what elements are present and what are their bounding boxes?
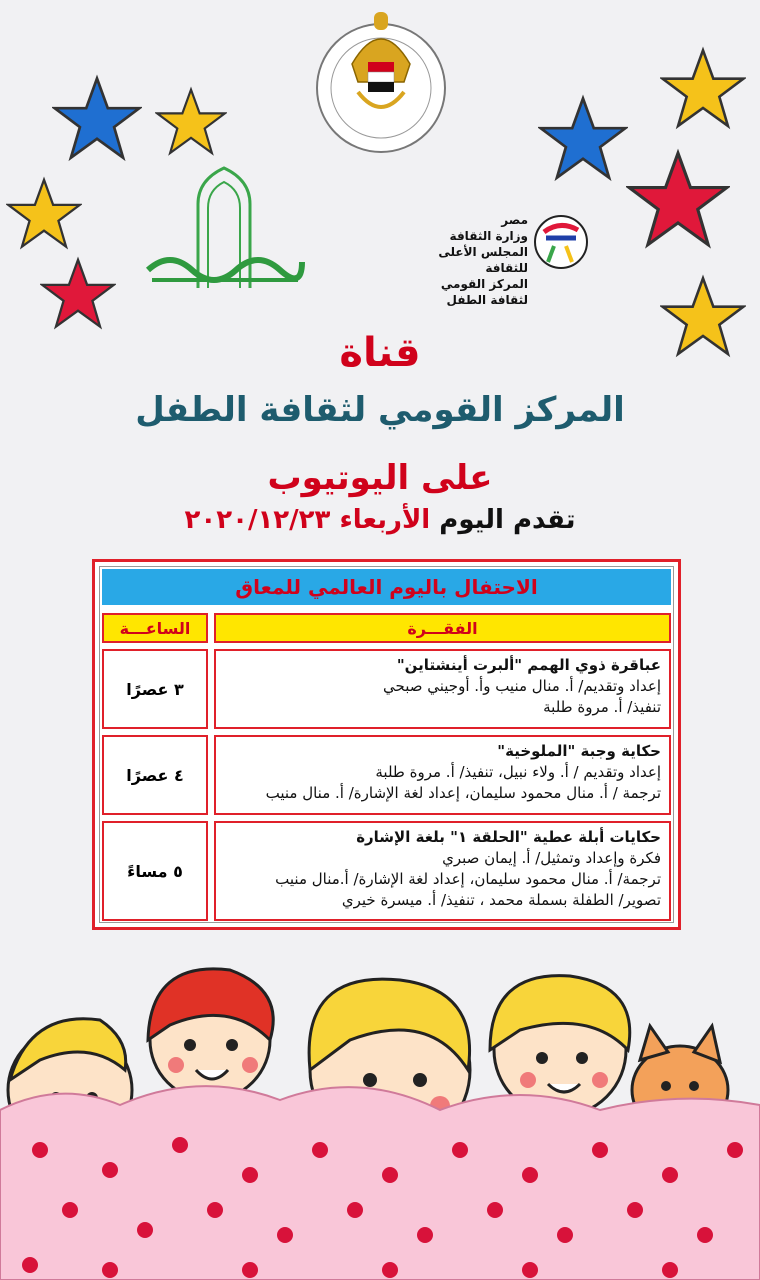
heading-channel: قناة (339, 330, 421, 376)
star-icon (626, 148, 730, 252)
logo-line: مصر (501, 213, 528, 227)
schedule-row-3-item (214, 821, 671, 921)
program-title: عباقرة ذوي الهمم "ألبرت أينشتاين" (396, 656, 661, 674)
date-line (0, 505, 760, 535)
column-header-time: الساعـــة (102, 613, 208, 643)
schedule-row-1-item (214, 649, 671, 729)
star-icon (52, 74, 142, 164)
date-value: ٢٠٢٠/١٢/٢٣ (184, 505, 331, 535)
program-title: حكاية وجبة "الملوخية" (497, 742, 661, 760)
child-girl-red-hair (148, 969, 273, 1100)
supreme-council-logo (140, 158, 308, 296)
program-credit: تنفيذ/ أ. مروة طلبة (543, 698, 661, 716)
program-credit: ترجمة / أ. منال محمود سليمان، إعداد لغة الإشارة/ أ. منال منيب (265, 784, 661, 802)
children-illustration (0, 930, 760, 1280)
schedule-row-1-time: ٣ عصرًا (102, 649, 208, 729)
program-title: حكايات أبلة عطية "الحلقة ١" بلغة الإشارة (356, 828, 661, 846)
schedule-table (92, 559, 681, 930)
child-culture-center-text (400, 212, 528, 308)
star-icon (660, 46, 746, 132)
schedule-title: الاحتفال باليوم العالمي للمعاق (102, 569, 671, 605)
logo-line: المجلس الأعلى للثقافة (438, 245, 528, 275)
date-day: الأربعاء (339, 505, 431, 535)
logo-line: المركز القومي لثقافة الطفل (440, 277, 528, 307)
schedule-row-2-item (214, 735, 671, 815)
program-credit: تصوير/ الطفلة بسملة محمد ، تنفيذ/ أ. ميسرة خيري (341, 891, 661, 909)
child-culture-center-logo (532, 202, 590, 288)
star-icon (6, 176, 82, 252)
ministry-emblem-logo (312, 4, 450, 160)
program-credit: فكرة وإعداد وتمثيل/ أ. إيمان صبري (442, 849, 661, 867)
program-credit: ترجمة/ أ. منال محمود سليمان، إعداد لغة الإشارة/ أ.منال منيب (275, 870, 661, 888)
star-icon (538, 94, 628, 184)
schedule-row-3-time: ٥ مساءً (102, 821, 208, 921)
date-intro: تقدم اليوم (439, 505, 576, 535)
heading-center-name: المركز القومي لثقافة الطفل (135, 390, 625, 430)
program-credit: إعداد وتقديم/ أ. منال منيب وأ. أوجيني صبحي (383, 677, 661, 695)
program-credit: إعداد وتقديم / أ. ولاء نبيل، تنفيذ/ أ. مروة طلبة (375, 763, 661, 781)
schedule-row-2-time: ٤ عصرًا (102, 735, 208, 815)
star-icon (40, 256, 116, 332)
star-icon (155, 86, 227, 158)
schedule-table-inner (99, 566, 674, 923)
heading-youtube: على اليوتيوب (267, 458, 493, 498)
logo-line: وزارة الثقافة (449, 229, 528, 243)
column-header-item: الفقـــرة (214, 613, 671, 643)
